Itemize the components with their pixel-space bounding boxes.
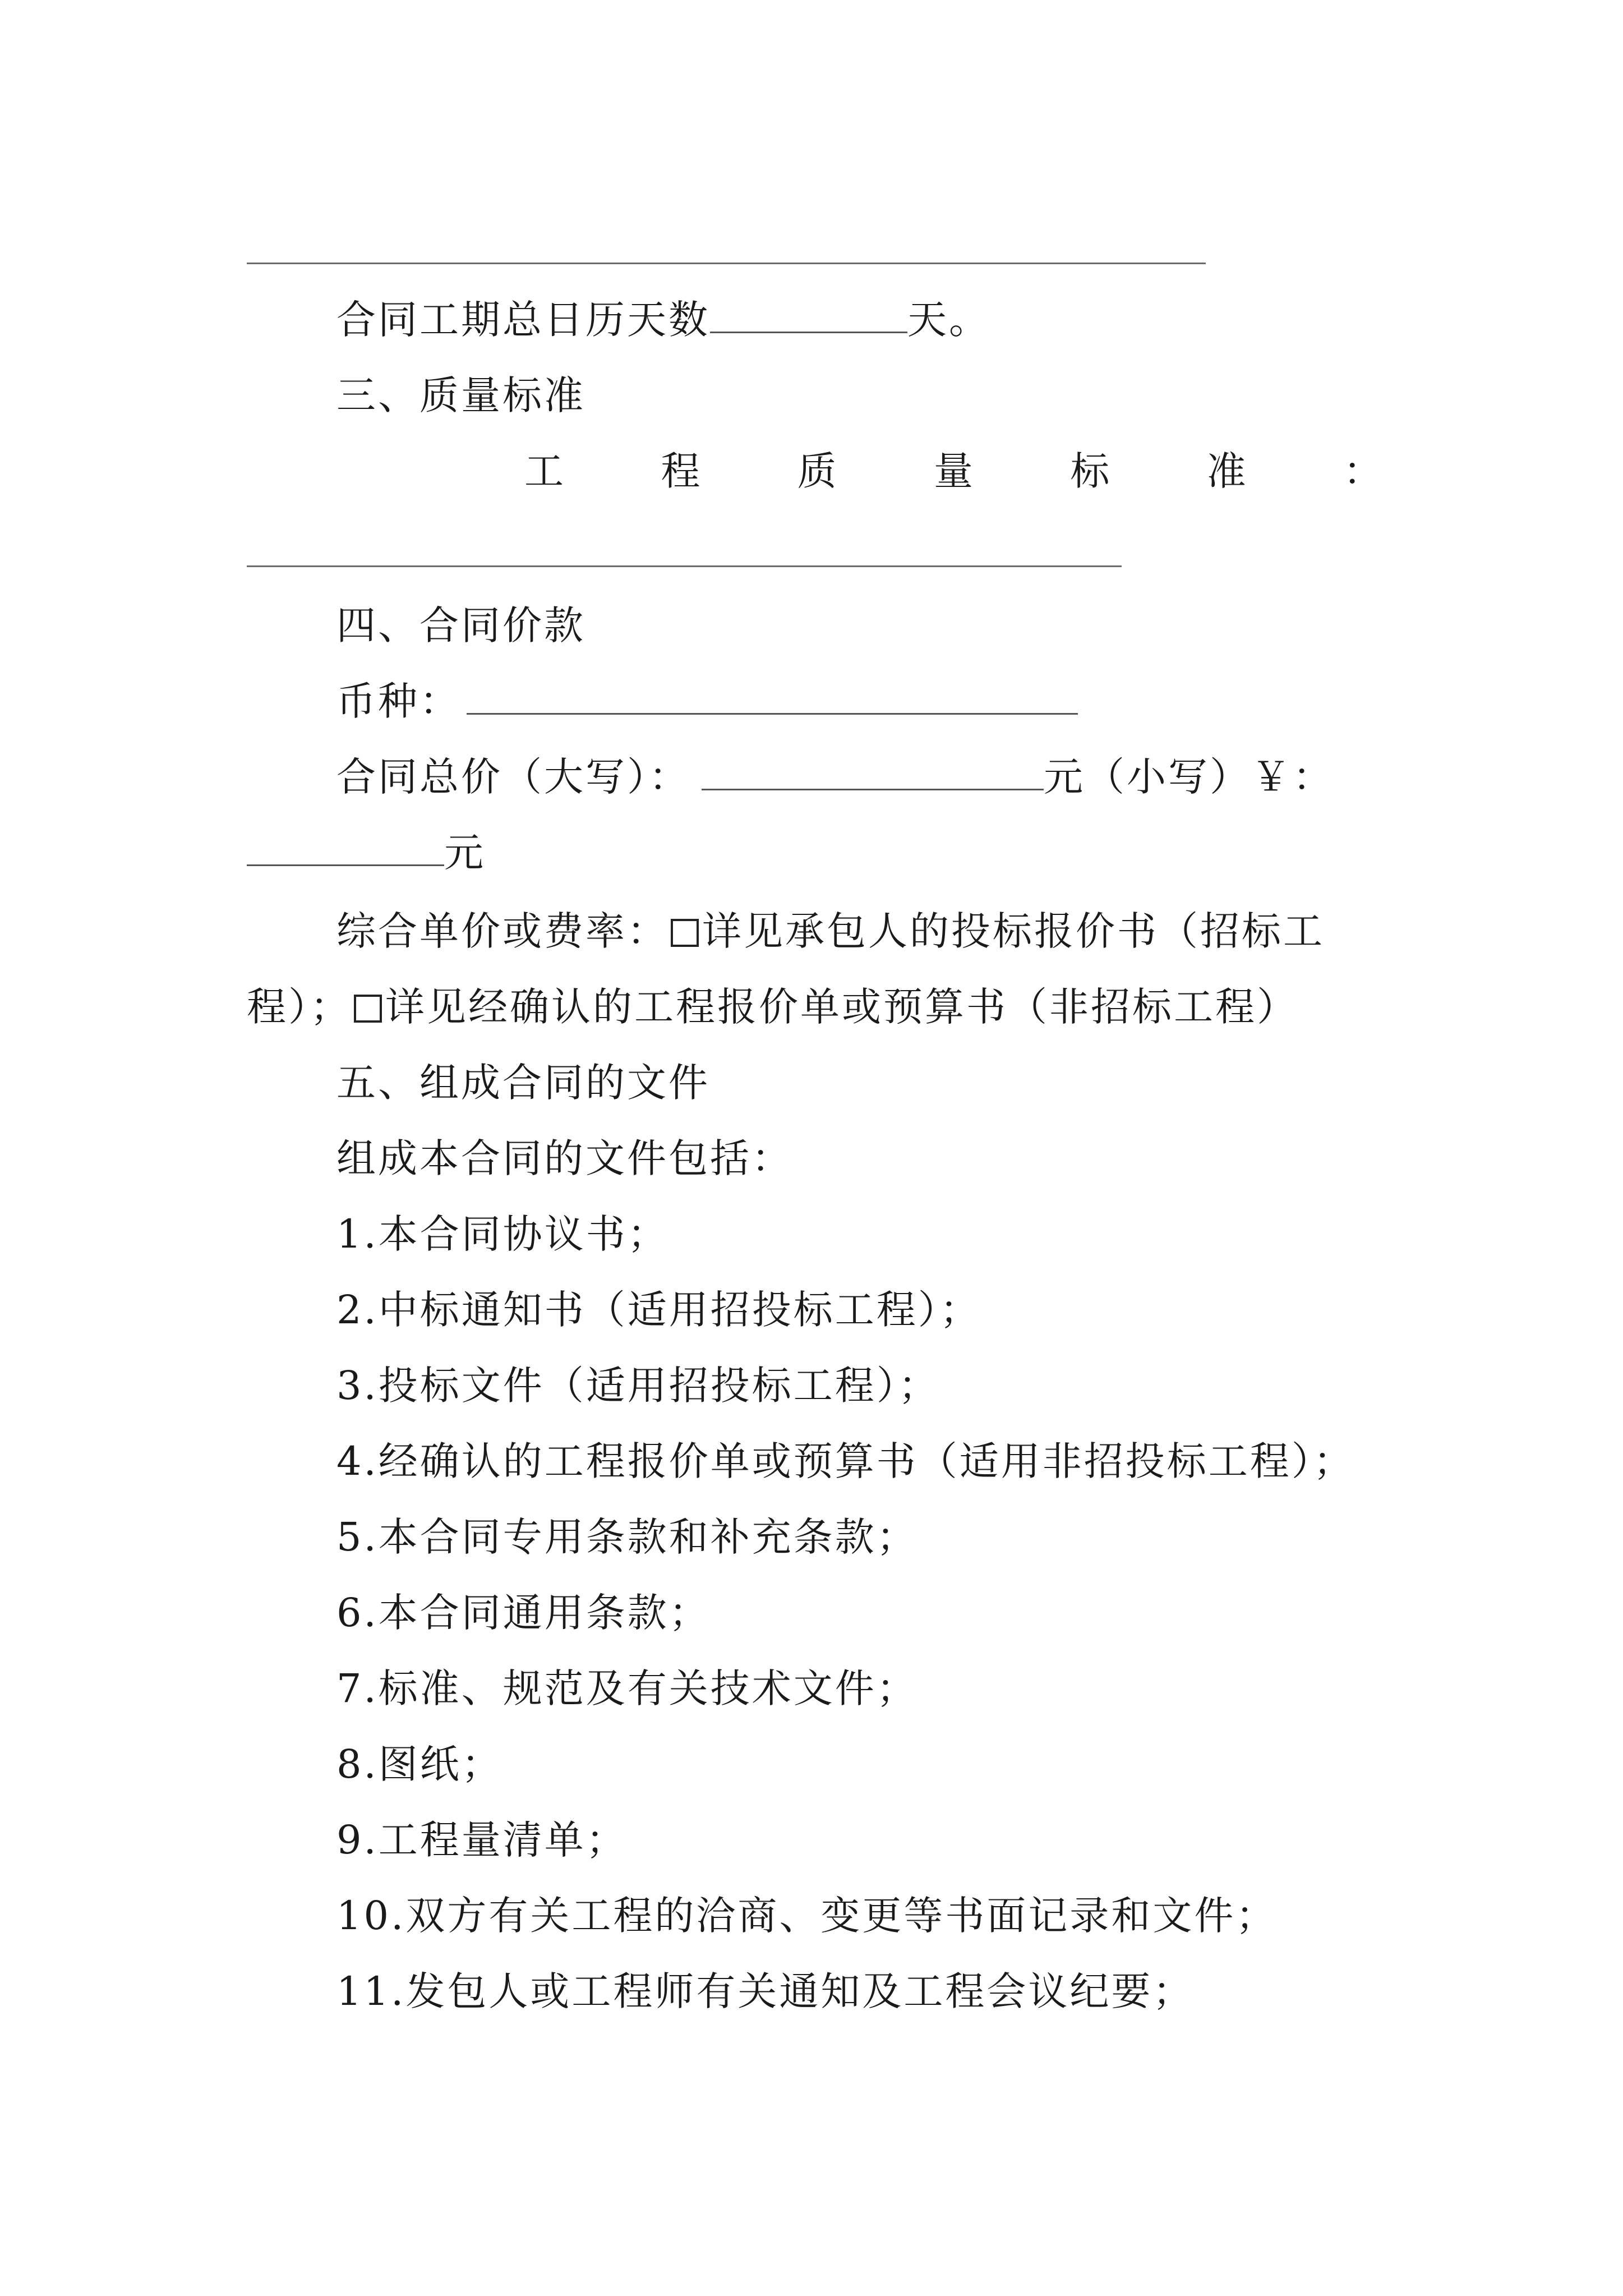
quality-char: 量 bbox=[933, 448, 973, 494]
schedule-days-blank bbox=[710, 298, 907, 333]
total-price-numeric-line bbox=[247, 827, 486, 878]
schedule-line bbox=[336, 295, 990, 345]
currency-line bbox=[336, 676, 1078, 726]
list-item: 3.投标文件（适用招投标工程）； bbox=[336, 1363, 940, 1409]
unit-rate-prefix: 综合单价或费率： bbox=[336, 908, 668, 954]
unit-rate-line bbox=[336, 906, 1325, 956]
list-item: 1.本合同协议书； bbox=[336, 1211, 669, 1257]
schedule-suffix: 天。 bbox=[907, 297, 990, 343]
unit-rate-option2: 详见经确认的工程报价单或预算书（非招标工程） bbox=[385, 984, 1298, 1030]
checkbox-confirmed-quote[interactable] bbox=[354, 995, 382, 1023]
currency-blank bbox=[467, 679, 1078, 715]
quality-char: 工 bbox=[524, 448, 564, 494]
quality-blank-line bbox=[247, 565, 1122, 567]
heading-contract-documents: 五、组成合同的文件 bbox=[336, 1060, 710, 1106]
heading-contract-price: 四、合同价款 bbox=[336, 602, 585, 648]
unit-rate-line-2 bbox=[247, 982, 1298, 1032]
unit-rate-option1-cont: 程）； bbox=[247, 984, 352, 1030]
quality-char: 标 bbox=[1070, 448, 1110, 494]
schedule-prefix: 合同工期总日历天数 bbox=[336, 297, 710, 343]
list-item: 2.中标通知书（适用招投标工程）； bbox=[336, 1287, 981, 1333]
list-item: 7.标准、规范及有关技术文件； bbox=[336, 1665, 918, 1711]
total-price-words-blank bbox=[702, 755, 1044, 790]
total-price-numeric-blank bbox=[247, 831, 444, 866]
quality-char: 质 bbox=[797, 448, 837, 494]
currency-label: 币种： bbox=[336, 678, 461, 724]
top-blank-line bbox=[247, 263, 1206, 264]
total-price-suffix: 元 bbox=[444, 830, 486, 876]
list-item: 11.发包人或工程师有关通知及工程会议纪要； bbox=[336, 1968, 1195, 2014]
heading-quality-standard: 三、质量标准 bbox=[336, 372, 585, 418]
total-price-prefix: 合同总价（大写）： bbox=[336, 754, 690, 800]
quality-char: 准 bbox=[1206, 448, 1246, 494]
quality-standard-label bbox=[524, 446, 1382, 496]
list-item: 5.本合同专用条款和补充条款； bbox=[336, 1514, 918, 1560]
quality-char: 程 bbox=[661, 448, 700, 494]
list-item: 8.图纸； bbox=[336, 1741, 503, 1787]
total-price-middle: 元（小写）￥： bbox=[1044, 754, 1334, 800]
list-item: 6.本合同通用条款； bbox=[336, 1590, 711, 1636]
unit-rate-option1: 详见承包人的投标报价书（招标工 bbox=[702, 908, 1325, 954]
quality-char: ： bbox=[1343, 448, 1382, 494]
list-item: 9.工程量清单； bbox=[336, 1817, 628, 1863]
list-item: 4.经确认的工程报价单或预算书（适用非招投标工程）； bbox=[336, 1438, 1355, 1484]
checkbox-bid-quote[interactable] bbox=[671, 919, 699, 947]
documents-intro: 组成本合同的文件包括： bbox=[336, 1135, 793, 1181]
total-price-line bbox=[336, 752, 1334, 802]
list-item: 10.双方有关工程的洽商、变更等书面记录和文件； bbox=[336, 1893, 1278, 1939]
